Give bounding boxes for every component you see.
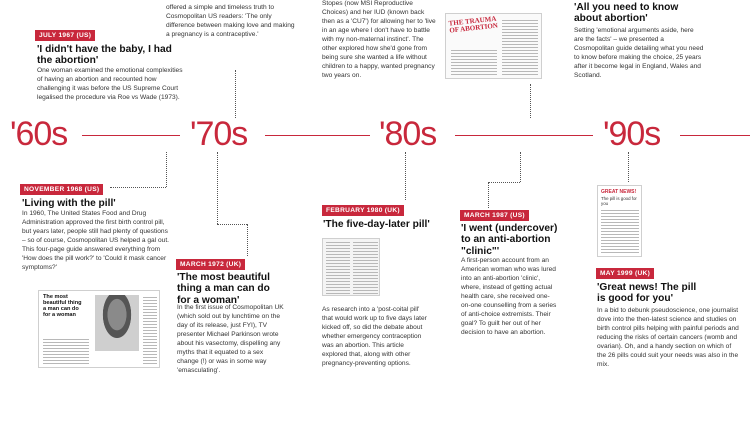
decade-80s: '80s: [379, 115, 437, 153]
connector: [628, 152, 629, 182]
headline-1967: 'I didn't have the baby, I had the abortion': [37, 44, 172, 67]
decade-70s: '70s: [190, 115, 248, 153]
connector: [110, 187, 166, 188]
thumb-text-col: [43, 339, 89, 365]
magazine-thumbnail-1999: [597, 185, 642, 257]
thumb-headline-1972: The most beautiful thing a man can do for a woman: [43, 294, 82, 318]
decade-90s: '90s: [603, 115, 661, 153]
thumb-title-trauma: THE TRAUMA OF ABORTION: [448, 14, 499, 35]
headline-1968: 'Living with the pill': [22, 198, 116, 209]
connector: [520, 152, 521, 182]
connector: [247, 224, 248, 256]
headline-1980: 'The five-day-later pill': [323, 219, 430, 230]
date-tag-march-1987: MARCH 1987 (US): [460, 210, 529, 221]
body-1990s-top: Setting 'emotional arguments aside, here are the facts' – we presented a Cosmopolitan guide detailing what you need to know before making the choice, 25 years after it become legal in England, Wales and Scotland.: [574, 27, 704, 79]
body-1987: A first-person account from an American woman who was lured into an anti-abortion 'clinic', where, instead of getting actual health care, she received one-on-one counselling from a series of anti-choice extremists. Their goal? To guilt her out of her decision to have an abortion.: [461, 257, 557, 336]
connector: [488, 182, 520, 183]
date-tag-november-1968: NOVEMBER 1968 (US): [20, 184, 103, 195]
timeline-line-4: [680, 135, 750, 136]
connector: [405, 152, 406, 200]
timeline-line-2: [265, 135, 370, 136]
headline-1990s-top: 'All you need to know about abortion': [574, 2, 679, 25]
parkinson-photo: [95, 295, 139, 351]
headline-1972: 'The most beautiful thing a man can do for a woman': [177, 272, 270, 306]
magazine-thumbnail-1972: [38, 290, 160, 368]
magazine-thumbnail-1980: [322, 238, 380, 296]
date-tag-february-1980: FEBRUARY 1980 (UK): [322, 205, 404, 216]
connector: [530, 84, 531, 118]
body-1970s-top: offered a simple and timeless truth to Cosmopolitan US readers: 'The only difference between making love and making a pregnancy is a contraceptive.': [166, 4, 295, 38]
thumb-text-col: [451, 50, 497, 76]
decade-60s: '60s: [10, 115, 68, 153]
thumb-title-1999: GREAT NEWS!: [601, 189, 637, 195]
magazine-thumbnail-trauma: [445, 13, 542, 79]
body-1968: In 1960, The United States Food and Drug Administration approved the first birth control pill, but years later, people still had plenty of questions – so of course, Cosmopolitan US helped a gal out. This four-page guide answered everything from 'How does the pill work?' to 'Could it mask cancer symptoms?': [22, 210, 169, 271]
headline-1987: 'I went (undercover) to an anti-abortion "clinic"': [461, 223, 558, 257]
connector: [166, 152, 167, 187]
date-tag-may-1999: MAY 1999 (UK): [596, 268, 654, 279]
body-1980s-top: Stopes (now MSI Reproductive Choices) and her IUD (known back then as a 'CU7') for allowing her to 'live in an age where I don't have to battle with my non-maternal instinct'. The other explored how she'd gone from being sure she wanted a life without children to a happy, wanted pregnancy two years on.: [322, 0, 436, 79]
thumb-text-col: [601, 210, 639, 254]
connector: [217, 224, 247, 225]
connector: [488, 182, 489, 208]
thumb-text-col: [502, 20, 538, 76]
timeline-line-1: [82, 135, 180, 136]
headline-1999: 'Great news! The pill is good for you': [597, 282, 697, 305]
date-tag-march-1972: MARCH 1972 (UK): [176, 259, 245, 270]
connector: [217, 152, 218, 224]
thumb-sub-1999: The pill is good for you: [601, 196, 637, 206]
timeline-line-3: [455, 135, 593, 136]
connector: [235, 70, 236, 118]
body-1967: One woman examined the emotional complexities of having an abortion and recounted how challenging it was before the US Supreme Court legalised the procedure via Roe vs Wade (1973).: [37, 67, 183, 101]
body-1972: In the first issue of Cosmopolitan UK (which sold out by lunchtime on the day of its release, just FYI), TV presenter Michael Parkinson wrote about his vasectomy, dispelling any myths that it equated to a sex change (!) or was in some way 'emasculating'.: [177, 304, 284, 374]
thumb-text-col: [326, 242, 350, 294]
thumb-text-col: [143, 297, 157, 365]
date-tag-july-1967: JULY 1967 (US): [35, 30, 95, 41]
body-1980: As research into a 'post-coital pill' that would work up to five days later kicked off, so did the debate about whether emergency contraception was an abortion. This article explored that, along with other pregnancy-preventing options.: [322, 306, 427, 367]
body-1999: In a bid to debunk pseudoscience, one journalist dove into the then-latest science and studies on birth control pills helping with painful periods and reducing the risks of certain cancers (womb and ovarian). Oh, and a handy section on which of the 26 pills could suit your needs was also in the mix.: [597, 307, 739, 368]
thumb-text-col: [353, 242, 378, 294]
